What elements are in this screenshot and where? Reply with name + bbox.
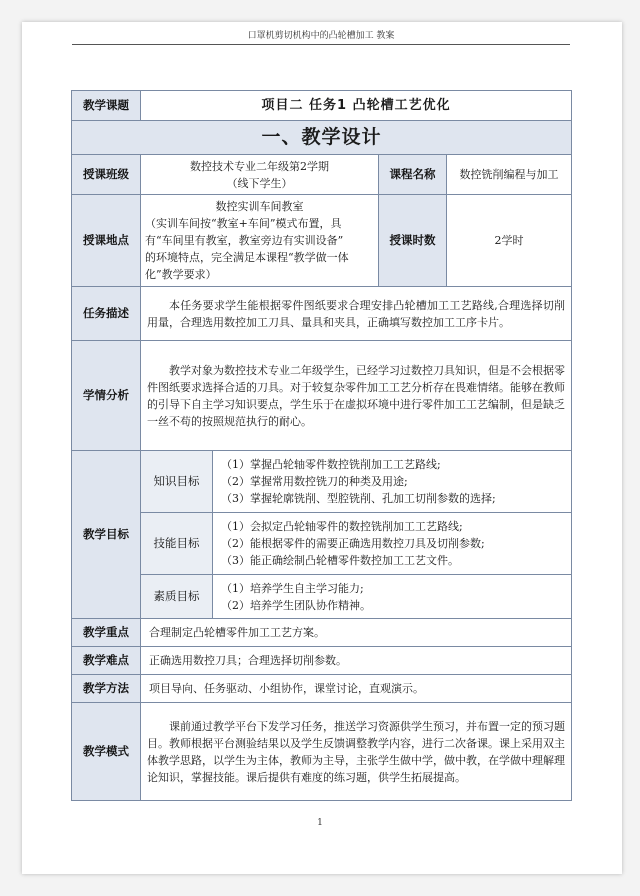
location-line1: 数控实训车间教室: [215, 200, 304, 213]
location-line3: 有“车间里有教室，教室旁边有实训设备”: [145, 234, 344, 247]
lesson-plan-table: [71, 90, 572, 801]
location-line4: 的环境特点，完全满足本课程“教学做一体: [145, 251, 349, 264]
page-header: 口罩机剪切机构中的凸轮槽加工 教案: [247, 31, 395, 41]
topic-value: 项目二 任务1 凸轮槽工艺优化: [141, 91, 572, 121]
difficulty-value: 正确选用数控刀具；合理选择切削参数。: [141, 647, 572, 675]
section-title: 一、教学设计: [72, 121, 572, 155]
method-value: 项目导向、任务驱动、小组协作，课堂讨论，直观演示。: [141, 675, 572, 703]
knowledge-item: （1）掌握凸轮轴零件数控铣削加工工艺路线;: [221, 458, 441, 471]
goals-label: 教学目标: [72, 451, 141, 619]
knowledge-items: [213, 451, 572, 513]
page-number: 1: [317, 818, 323, 828]
mode-text: 课前通过教学平台下发学习任务，推送学习资源供学生预习，并布置一定的预习题目。教师根据平台测验结果以及学生反馈调整教学内容，进行二次备课。课上采用双主体教学思路，以学生为主体，教师为主导，主张学生做中学，做中教，在学做中理解理论知识，掌握技能。课后提供有难度的练习题，供学生拓展提高。: [141, 703, 572, 801]
knowledge-item: （3）掌握轮廓铣削、型腔铣削、孔加工切削参数的选择;: [221, 492, 496, 505]
skill-item: （2）能根据零件的需要正确选用数控刀具及切削参数;: [221, 537, 485, 550]
skill-item: （1）会拟定凸轮轴零件的数控铣削加工工艺路线;: [221, 520, 463, 533]
hours-value: 2学时: [447, 195, 572, 287]
skill-items: [213, 513, 572, 575]
knowledge-item: （2）掌握常用数控铣刀的种类及用途;: [221, 475, 408, 488]
quality-label: 素质目标: [141, 575, 213, 619]
course-value: 数控铣削编程与加工: [447, 155, 572, 195]
hours-label: 授课时数: [379, 195, 447, 287]
task-label: 任务描述: [72, 287, 141, 341]
mode-label: 教学模式: [72, 703, 141, 801]
quality-items: [213, 575, 572, 619]
location-label: 授课地点: [72, 195, 141, 287]
location-value: [141, 195, 379, 287]
class-label: 授课班级: [72, 155, 141, 195]
quality-item: （2）培养学生团队协作精神。: [221, 598, 371, 612]
course-label: 课程名称: [379, 155, 447, 195]
quality-item: （1）培养学生自主学习能力;: [221, 581, 364, 595]
method-label: 教学方法: [72, 675, 141, 703]
topic-label: 教学课题: [72, 91, 141, 121]
analysis-label: 学情分析: [72, 341, 141, 451]
class-value: [141, 155, 379, 195]
location-line5: 化”教学要求）: [145, 268, 217, 281]
analysis-text: 教学对象为数控技术专业二年级学生，已经学习过数控刀具知识，但是不会根据零件图纸要求选择合适的刀具。对于较复杂零件加工工艺分析存在畏难情绪。能够在教师的引导下自主学习知识要点，学生乐于在虚拟环境中进行零件加工工艺编制，但是缺乏一丝不苟的按照规范执行的耐心。: [141, 341, 572, 451]
key-label: 教学重点: [72, 619, 141, 647]
skill-label: 技能目标: [141, 513, 213, 575]
difficulty-label: 教学难点: [72, 647, 141, 675]
key-value: 合理制定凸轮槽零件加工工艺方案。: [141, 619, 572, 647]
knowledge-label: 知识目标: [141, 451, 213, 513]
location-line2: （实训车间按“教室+车间”模式布置，具: [145, 217, 342, 230]
task-text: 本任务要求学生能根据零件图纸要求合理安排凸轮槽加工工艺路线,合理选择切削用量，合理选用数控加工刀具、量具和夹具，正确填写数控加工工序卡片。: [141, 287, 572, 341]
class-value-line2: （线下学生）: [226, 176, 293, 190]
class-value-line1: 数控技术专业二年级第2学期: [190, 159, 329, 173]
header-divider: [72, 44, 570, 45]
skill-item: （3）能正确绘制凸轮槽零件数控加工工艺文件。: [221, 554, 459, 567]
